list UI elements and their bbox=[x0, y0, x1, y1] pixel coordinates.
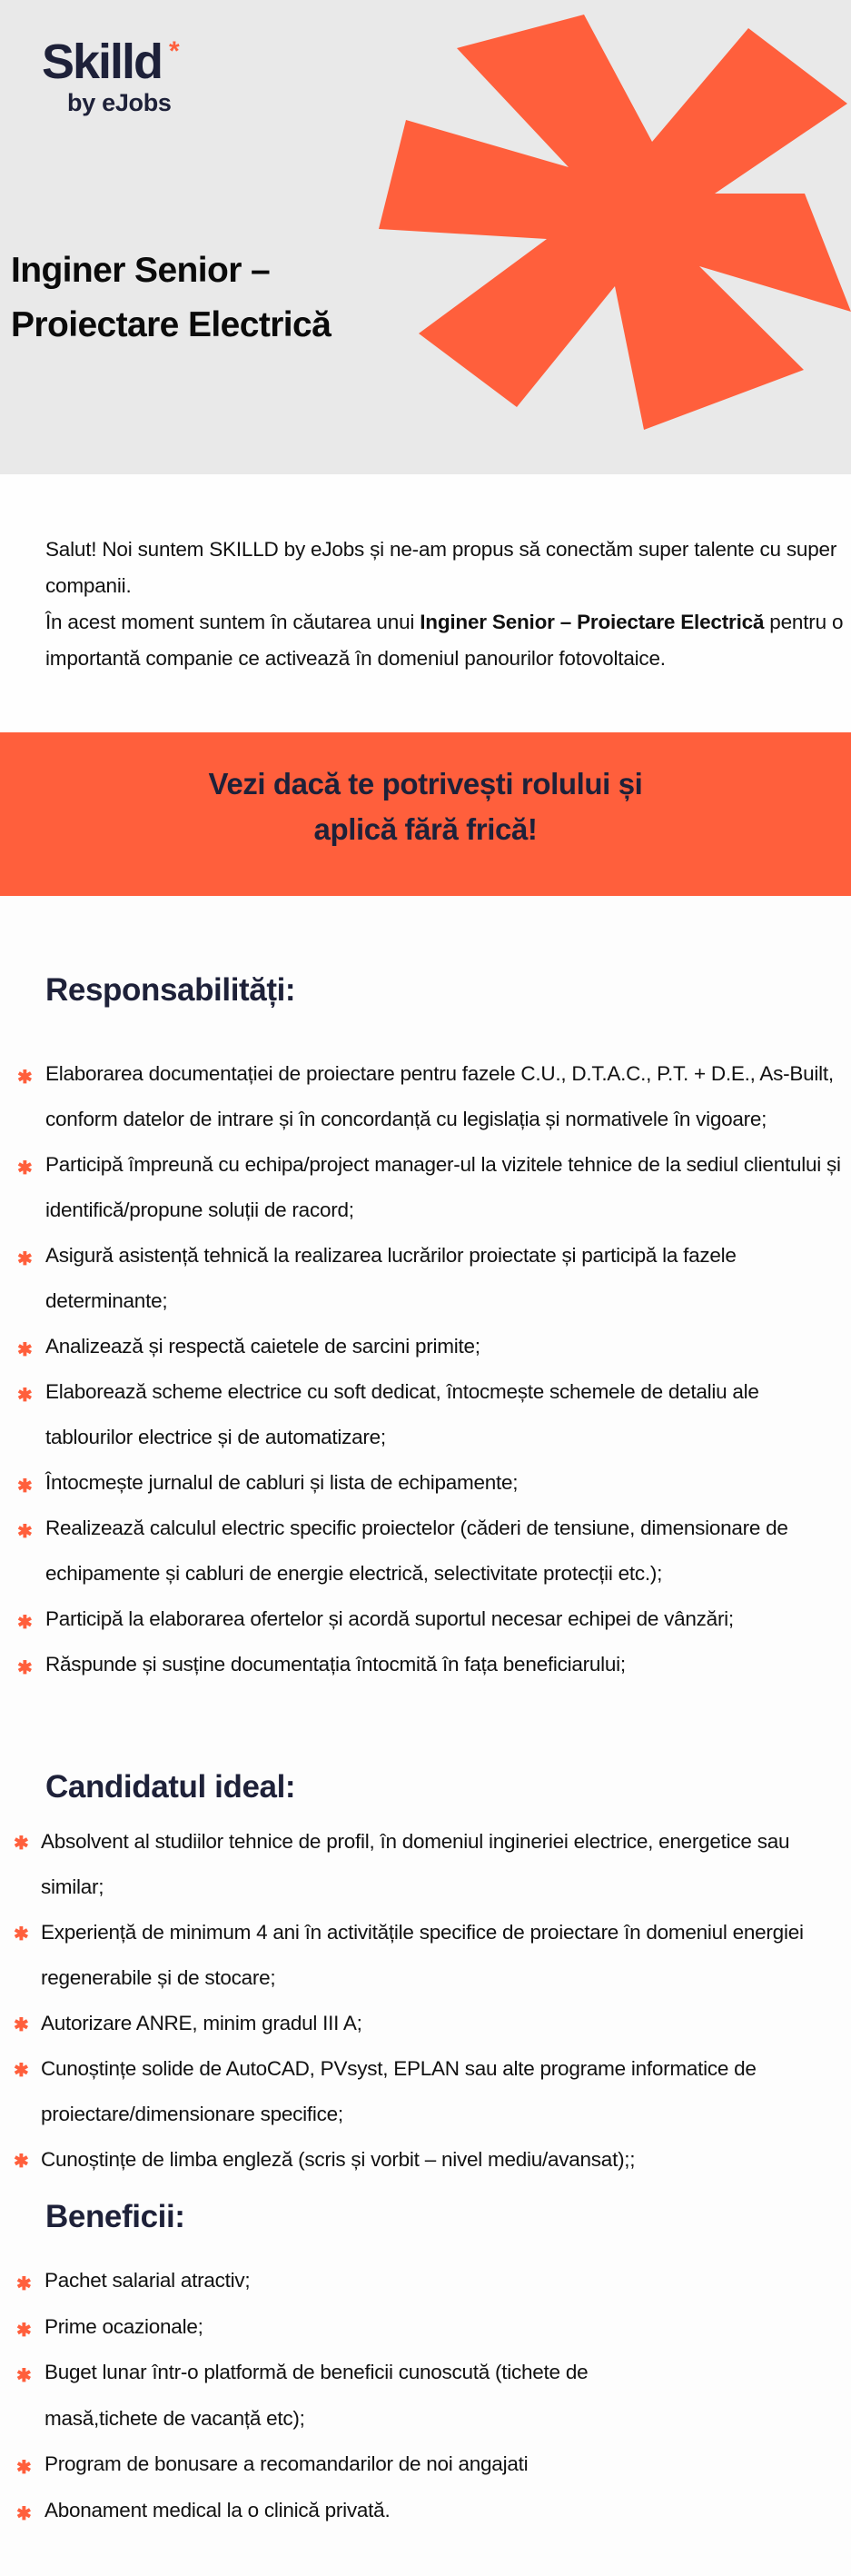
list-item-text: Întocmește jurnalul de cabluri și lista de echipamente; bbox=[45, 1471, 519, 1494]
logo-wordmark: Skilld bbox=[42, 35, 163, 89]
candidate-list bbox=[14, 1819, 845, 2183]
list-item-text: Participă împreună cu echipa/project manager-ul la vizitele tehnice de la sediul clientului și identifică/propune soluții de racord; bbox=[45, 1153, 841, 1221]
list-item-text: Realizează calculul electric specific proiectelor (căderi de tensiune, dimensionare de echipamente și cabluri de energie electrică, selectivitate protecții etc.); bbox=[45, 1517, 788, 1585]
list-item bbox=[17, 1642, 845, 1687]
list-item bbox=[17, 1051, 845, 1142]
cta-line-1: Vezi dacă te potrivești rolului și bbox=[208, 767, 643, 801]
asterisk-bullet-icon: ✱ bbox=[17, 1477, 33, 1497]
asterisk-bullet-icon: ✱ bbox=[17, 1613, 33, 1633]
list-item bbox=[14, 2046, 845, 2137]
logo-asterisk-icon: * bbox=[169, 36, 180, 66]
list-item-text: Autorizare ANRE, minim gradul III A; bbox=[41, 2012, 362, 2034]
asterisk-bullet-icon: ✱ bbox=[14, 2015, 29, 2035]
list-item-text: Abonament medical la o clinică privată. bbox=[45, 2498, 391, 2521]
list-item bbox=[14, 2137, 845, 2183]
list-item bbox=[17, 1324, 845, 1369]
list-item-text: Experiență de minimum 4 ani în activitățile specifice de proiectare în domeniul energiei regenerabile și de stocare; bbox=[41, 1921, 804, 1989]
intro-role-name: Inginer Senior – Proiectare Electrică bbox=[420, 611, 765, 633]
job-title-line-1: Inginer Senior – bbox=[11, 251, 271, 290]
candidate-heading: Candidatul ideal: bbox=[45, 1769, 296, 1805]
intro-paragraph bbox=[45, 532, 845, 677]
list-item bbox=[14, 1910, 845, 2001]
asterisk-bullet-icon: ✱ bbox=[14, 1834, 29, 1854]
list-item-text: Absolvent al studiilor tehnice de profil, în domeniul ingineriei electrice, energetice sau similar; bbox=[41, 1830, 790, 1898]
list-item-text: Participă la elaborarea ofertelor și acordă suportul necesar echipei de vânzări; bbox=[45, 1607, 734, 1630]
logo-subtitle: by eJobs bbox=[67, 89, 172, 116]
asterisk-bullet-icon: ✱ bbox=[16, 2366, 32, 2387]
asterisk-bullet-icon: ✱ bbox=[14, 1925, 29, 1944]
list-item-text: Cunoștințe solide de AutoCAD, PVsyst, EPLAN sau alte programe informatice de proiectare/dimensionare specifice; bbox=[41, 2057, 757, 2125]
list-item bbox=[16, 2258, 662, 2304]
job-title bbox=[11, 244, 392, 353]
list-item bbox=[16, 2350, 662, 2442]
asterisk-bullet-icon: ✱ bbox=[17, 1522, 33, 1542]
list-item-text: Program de bonusare a recomandarilor de noi angajati bbox=[45, 2452, 529, 2476]
list-item-text: Cunoștințe de limba engleză (scris și vorbit – nivel mediu/avansat);; bbox=[41, 2148, 636, 2171]
hero-banner bbox=[0, 0, 851, 474]
list-item-text: Analizează și respectă caietele de sarcini primite; bbox=[45, 1335, 480, 1358]
asterisk-bullet-icon: ✱ bbox=[17, 1159, 33, 1179]
asterisk-bullet-icon: ✱ bbox=[16, 2320, 32, 2341]
cta-line-2: aplică fără frică! bbox=[313, 812, 538, 846]
job-title-line-2: Proiectare Electrică bbox=[11, 305, 331, 344]
list-item bbox=[16, 2442, 662, 2488]
asterisk-bullet-icon: ✱ bbox=[17, 1658, 33, 1678]
intro-greeting: Salut! Noi suntem SKILLD by eJobs și ne-am propus să conectăm super talente cu super companii. bbox=[45, 538, 837, 597]
list-item-text: Elaborarea documentației de proiectare pentru fazele C.U., D.T.A.C., P.T. + D.E., As-Built, conform datelor de intrare și în concordanță cu legislația și normativele în vigoare; bbox=[45, 1062, 834, 1130]
list-item bbox=[17, 1233, 845, 1324]
asterisk-bullet-icon: ✱ bbox=[16, 2458, 32, 2479]
cta-banner bbox=[0, 732, 851, 896]
benefits-list bbox=[16, 2258, 662, 2534]
asterisk-bullet-icon: ✱ bbox=[17, 1068, 33, 1088]
intro-section bbox=[0, 474, 851, 732]
list-item-text: Prime ocazionale; bbox=[45, 2314, 203, 2338]
list-item bbox=[14, 2001, 845, 2046]
asterisk-bullet-icon: ✱ bbox=[17, 1386, 33, 1406]
intro-search-suffix: pentru o importantă companie ce activează în domeniul panourilor fotovoltaice. bbox=[45, 611, 844, 670]
asterisk-bullet-icon: ✱ bbox=[17, 1249, 33, 1269]
list-item bbox=[17, 1460, 845, 1506]
list-item-text: Buget lunar într-o platformă de beneficii cunoscută (tichete de masă,tichete de vacanță etc); bbox=[45, 2361, 589, 2430]
benefits-heading: Beneficii: bbox=[45, 2199, 185, 2234]
asterisk-bullet-icon: ✱ bbox=[16, 2274, 32, 2294]
skilld-logo[interactable] bbox=[42, 35, 196, 125]
list-item-text: Răspunde și susține documentația întocmită în fața beneficiarului; bbox=[45, 1653, 626, 1676]
list-item bbox=[17, 1142, 845, 1233]
responsibilities-list bbox=[17, 1051, 845, 1687]
list-item bbox=[17, 1369, 845, 1460]
list-item bbox=[17, 1596, 845, 1642]
list-item-text: Elaborează scheme electrice cu soft dedicat, întocmește schemele de detaliu ale tablourilor electrice și de automatizare; bbox=[45, 1380, 759, 1448]
list-item bbox=[14, 1819, 845, 1910]
intro-search-prefix: În acest moment suntem în căutarea unui bbox=[45, 611, 421, 633]
list-item bbox=[16, 2304, 662, 2351]
asterisk-bullet-icon: ✱ bbox=[16, 2503, 32, 2524]
list-item-text: Asigură asistență tehnică la realizarea lucrărilor proiectate și participă la fazele determinante; bbox=[45, 1244, 737, 1312]
asterisk-bullet-icon: ✱ bbox=[14, 2061, 29, 2081]
responsibilities-heading: Responsabilități: bbox=[45, 972, 296, 1008]
asterisk-bullet-icon: ✱ bbox=[17, 1340, 33, 1360]
list-item bbox=[16, 2488, 662, 2534]
cta-text bbox=[0, 761, 851, 852]
asterisk-bullet-icon: ✱ bbox=[14, 2152, 29, 2172]
list-item-text: Pachet salarial atractiv; bbox=[45, 2269, 251, 2292]
list-item bbox=[17, 1506, 845, 1596]
